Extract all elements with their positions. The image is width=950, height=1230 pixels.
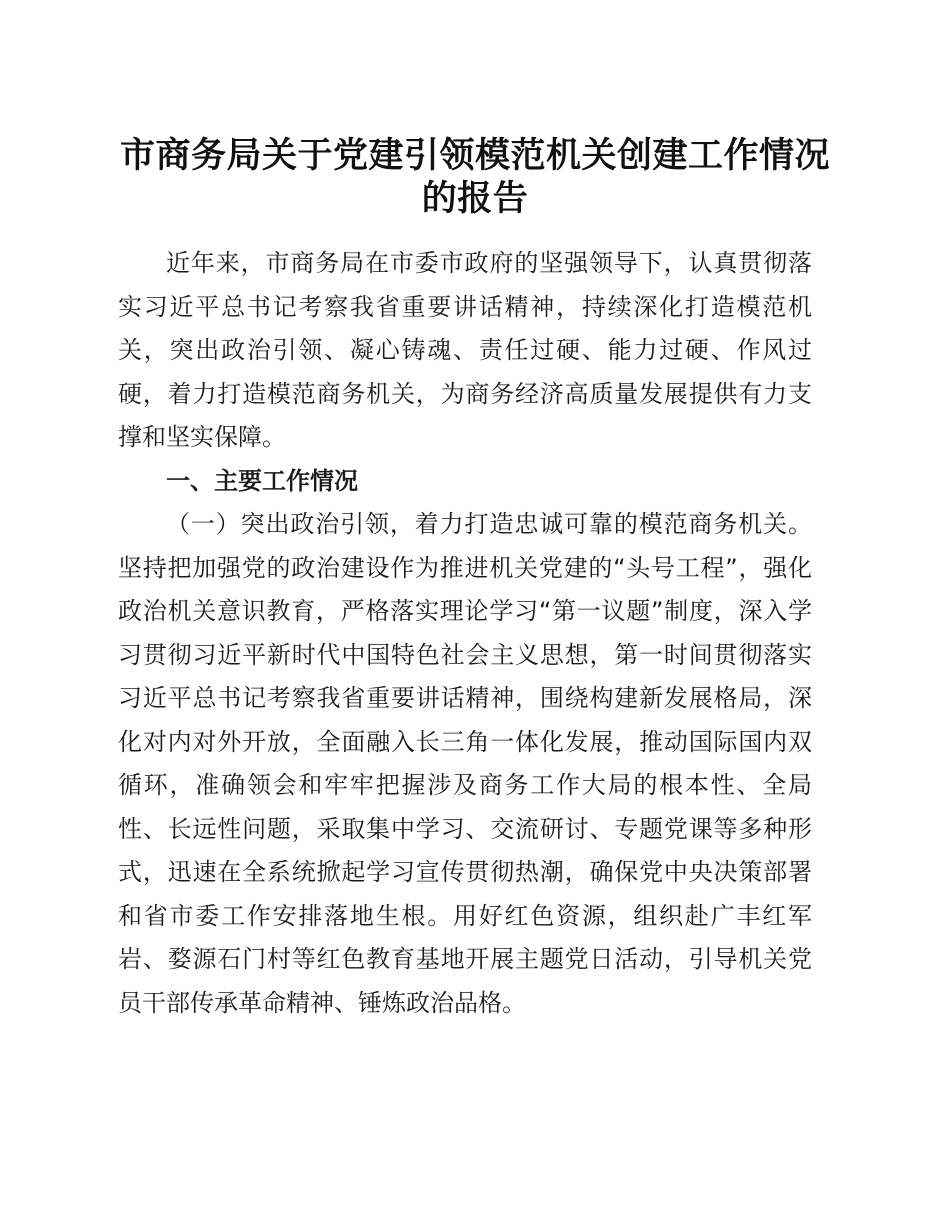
body-paragraph: （一）突出政治引领，着力打造忠诚可靠的模范商务机关。坚持把加强党的政治建设作为推进机关党建的“头号工程”，强化政治机关意识教育，严格落实理论学习“第一议题”制度，深入学习贯彻习近平新时代中国特色社会主义思想，第一时间贯彻落实习近平总书记考察我省重要讲话精神，围绕构建新发展格局，深化对内对外开放，全面融入长三角一体化发展，推动国际国内双循环，准确领会和牢牢把握涉及商务工作大局的根本性、全局性、长远性问题，采取集中学习、交流研讨、专题党课等多种形式，迅速在全系统掀起学习宣传贯彻热潮，确保党中央决策部署和省市委工作安排落地生根。用好红色资源，组织赴广丰红军岩、婺源石门村等红色教育基地开展主题党日活动，引导机关党员干部传承革命精神、锤炼政治品格。 (118, 510, 812, 1017)
title-line-2: 的报告 (421, 178, 529, 219)
intro-paragraph: 近年来，市商务局在市委市政府的坚强领导下，认真贯彻落实习近平总书记考察我省重要讲话精神，持续深化打造模范机关，突出政治引领、凝心铸魂、责任过硬、能力过硬、作风过硬，着力打造模范商务机关，为商务经济高质量发展提供有力支撑和坚实保障。 (118, 249, 812, 451)
document-title (100, 134, 850, 220)
document-body (118, 242, 812, 1025)
title-line-1: 市商务局关于党建引领模范机关创建工作情况 (119, 135, 830, 176)
section-heading: 一、主要工作情况 (166, 466, 358, 495)
